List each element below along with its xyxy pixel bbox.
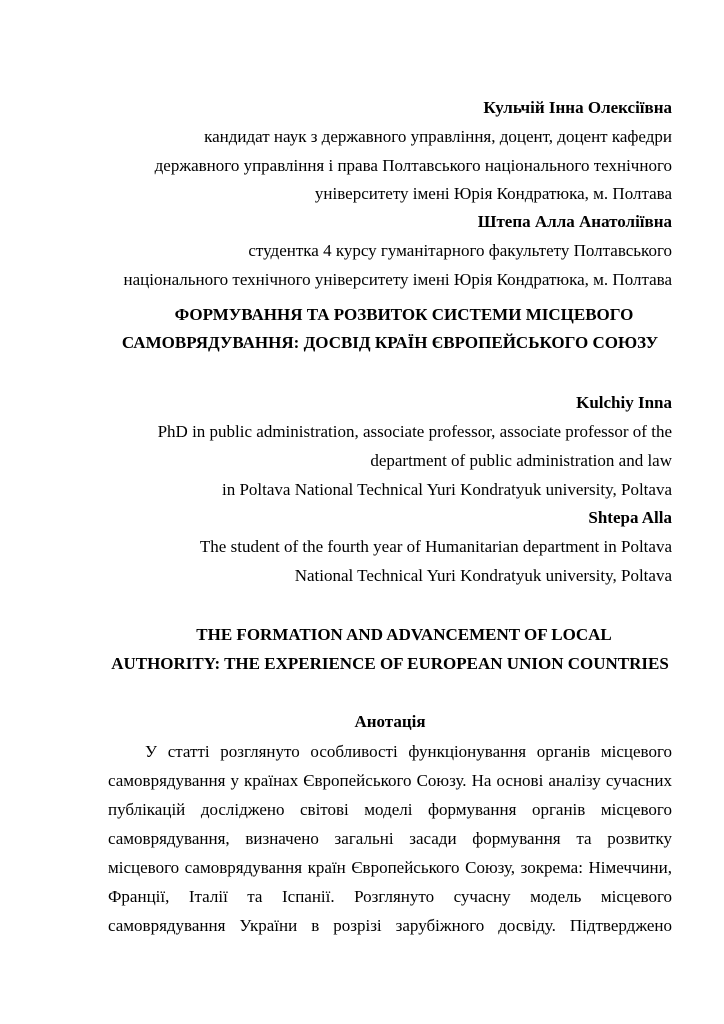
ua-author-1-affiliation: державного управління і права Полтавського національного технічного bbox=[154, 156, 672, 175]
ua-author-1-affiliation: кандидат наук з державного управління, доцент, доцент кафедри bbox=[204, 127, 672, 146]
en-author-1-affiliation: department of public administration and law bbox=[370, 451, 672, 470]
abstract-line: самоврядування у країнах Європейського Союзу. На основі аналізу сучасних bbox=[108, 771, 672, 790]
ua-author-1-name: Кульчій Інна Олексіївна bbox=[483, 98, 672, 117]
en-author-1-name: Kulchiy Inna bbox=[576, 393, 672, 412]
abstract-line: самоврядування України в розрізі зарубіжного досвіду. Підтверджено bbox=[108, 916, 672, 935]
abstract-line: самоврядування, визначено загальні засади формування та розвитку bbox=[108, 829, 672, 848]
en-title: AUTHORITY: THE EXPERIENCE OF EUROPEAN UNION COUNTRIES bbox=[111, 654, 669, 673]
ua-author-2-affiliation: національного технічного університету імені Юрія Кондратюка, м. Полтава bbox=[123, 270, 672, 289]
abstract-line: публікацій досліджено світові моделі формування органів місцевого bbox=[108, 800, 672, 819]
en-author-2-name: Shtepa Alla bbox=[588, 508, 672, 527]
abstract-line: У статті розглянуто особливості функціонування органів місцевого bbox=[145, 742, 672, 761]
abstract-heading: Анотація bbox=[354, 712, 426, 731]
en-author-1-affiliation: PhD in public administration, associate professor, associate professor of the bbox=[157, 422, 672, 441]
en-author-2-affiliation: The student of the fourth year of Humanitarian department in Poltava bbox=[199, 537, 672, 556]
en-title: THE FORMATION AND ADVANCEMENT OF LOCAL bbox=[196, 625, 612, 644]
ua-author-2-affiliation: студентка 4 курсу гуманітарного факультету Полтавського bbox=[248, 241, 672, 260]
ua-title: ФОРМУВАННЯ ТА РОЗВИТОК СИСТЕМИ МІСЦЕВОГО bbox=[174, 305, 634, 324]
ua-author-1-affiliation: університету імені Юрія Кондратюка, м. Полтава bbox=[314, 184, 672, 203]
en-author-2-affiliation: National Technical Yuri Kondratyuk university, Poltava bbox=[294, 566, 672, 585]
en-author-1-affiliation: in Poltava National Technical Yuri Kondratyuk university, Poltava bbox=[221, 480, 672, 499]
abstract-line: Франції, Італії та Іспанії. Розглянуто сучасну модель місцевого bbox=[108, 887, 672, 906]
abstract-line: місцевого самоврядування країн Європейського Союзу, зокрема: Німеччини, bbox=[108, 858, 672, 877]
ua-author-2-name: Штепа Алла Анатоліївна bbox=[477, 212, 672, 231]
ua-title: САМОВРЯДУВАННЯ: ДОСВІД КРАЇН ЄВРОПЕЙСЬКОГО СОЮЗУ bbox=[121, 333, 659, 352]
